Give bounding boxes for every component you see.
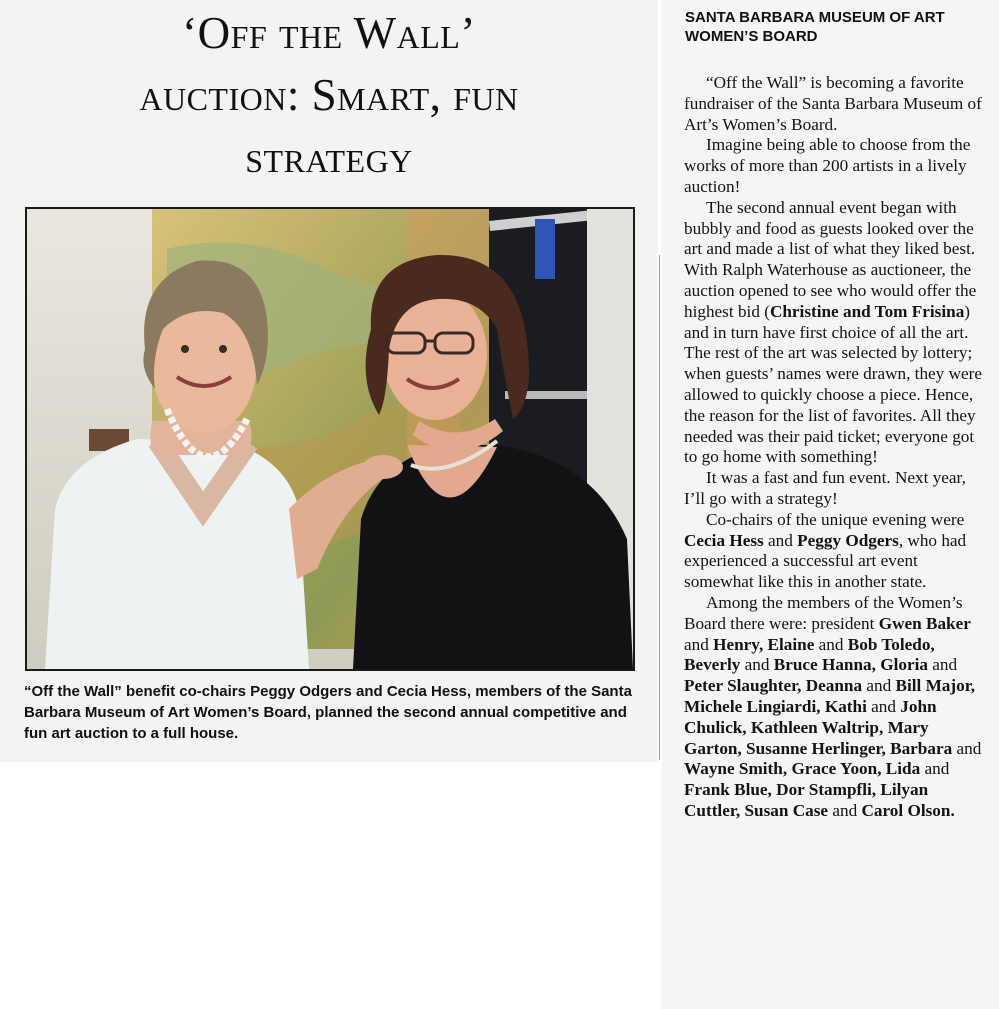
p6-name-j: Carol Olson. xyxy=(861,800,955,820)
paragraph-4: It was a fast and fun event. Next year, I’ll go with a strategy! xyxy=(684,468,966,508)
p6-text-f: and xyxy=(862,676,896,696)
p6-text-a: Among the members of the Women’s Board there were: president xyxy=(684,592,963,633)
headline xyxy=(20,2,638,188)
p6-text-b: and xyxy=(684,634,714,654)
headline-line-3: strategy xyxy=(245,132,413,182)
event-photo-illustration xyxy=(27,209,633,669)
p5-text-2: and xyxy=(763,530,798,550)
p6-text-d: and xyxy=(740,655,774,675)
paragraph-1: “Off the Wall” is becoming a favorite fundraiser of the Santa Barbara Museum of Art’s Women’s Board. xyxy=(684,73,982,134)
p5-name-hess: Cecia Hess xyxy=(684,530,764,550)
event-photo xyxy=(25,207,635,671)
paragraph-6 xyxy=(684,593,988,822)
paragraph-3 xyxy=(684,198,988,468)
p5-text: Co-chairs of the unique evening were xyxy=(706,509,965,529)
headline-line-1: ‘Off the Wall’ xyxy=(182,8,476,58)
p6-name-d: Bruce Hanna, Gloria xyxy=(773,655,928,675)
p5-text-3: , who had experienced a successful art event somewhat like this in another state. xyxy=(684,530,967,592)
p6-text-h: and xyxy=(952,738,982,758)
p3-text: The second annual event began with bubbly and food as guests looked over the art and made a list of what they liked best. With Ralph Waterhouse as auctioneer, the auction opened to see who would offer the highest bid ( xyxy=(684,197,977,321)
paragraph-5 xyxy=(684,510,988,593)
p6-name-i: Frank Blue, Dor Stampfli, Lilyan Cuttler, Susan Case xyxy=(684,780,929,820)
p3-name-frisina: Christine and Tom Frisina xyxy=(769,301,965,321)
p6-text-i: and xyxy=(920,759,950,779)
p6-text-c: and xyxy=(814,634,848,654)
paragraph-2: Imagine being able to choose from the works of more than 200 artists in a lively auction! xyxy=(684,135,971,196)
kicker-line-2: WOMEN’S BOARD xyxy=(685,28,818,45)
p6-name-f: Bill Major, Michele Lingiardi, Kathi xyxy=(684,676,976,716)
p5-name-odgers: Peggy Odgers xyxy=(797,530,899,550)
kicker-line-1: SANTA BARBARA MUSEUM OF ART xyxy=(685,9,945,26)
article-body xyxy=(684,73,988,822)
p6-name-a: Gwen Baker xyxy=(878,613,971,633)
p6-text-e: and xyxy=(927,655,958,675)
photo-caption: “Off the Wall” benefit co-chairs Peggy Odgers and Cecia Hess, members of the Santa Barbara Museum of Art Women’s Board, planned the second annual competitive and fun art auction to a full house. xyxy=(24,683,632,742)
p6-name-h: Wayne Smith, Grace Yoon, Lida xyxy=(684,759,921,779)
p6-name-g: John Chulick, Kathleen Waltrip, Mary Garton, Susanne Herlinger, Barbara xyxy=(684,696,953,758)
p6-name-e: Peter Slaughter, Deanna xyxy=(684,676,863,696)
p6-text-j: and xyxy=(828,800,862,820)
p6-name-c: Bob Toledo, Beverly xyxy=(684,634,935,675)
column-divider xyxy=(659,255,660,760)
p3-text-2: ) and in turn have first choice of all the art. The rest of the art was selected by lottery; when guests’ names were drawn, they were allowed to quickly choose a piece. Hence, the reason for the list of favorites. All they needed was their paid ticket; everyone got to go home with something! xyxy=(684,301,982,467)
section-kicker xyxy=(685,8,990,46)
p6-text-g: and xyxy=(866,696,901,716)
headline-line-2: auction: Smart, fun xyxy=(139,70,519,120)
p6-name-b: Henry, Elaine xyxy=(713,634,815,654)
